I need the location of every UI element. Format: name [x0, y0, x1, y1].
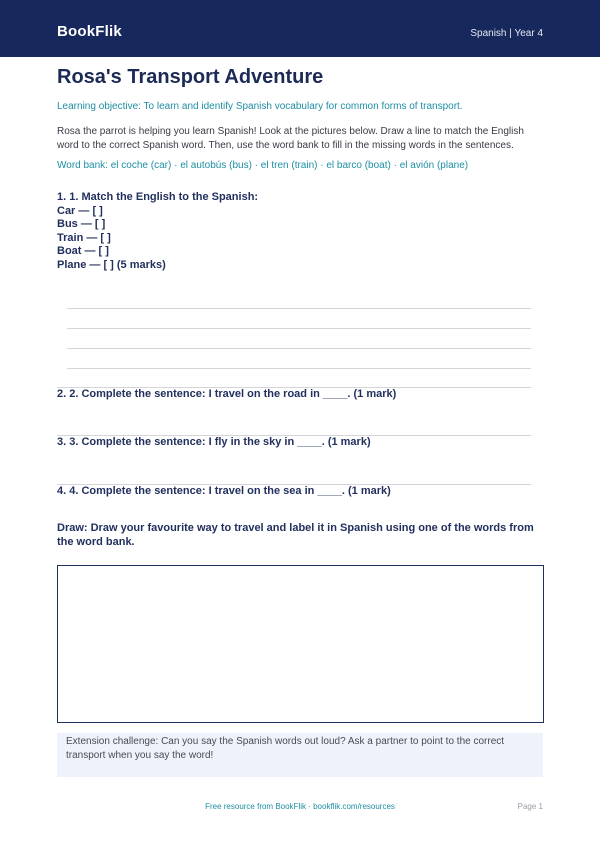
match-item-car: Car — [ ] [57, 204, 103, 217]
question-1 [57, 191, 258, 273]
answer-line[interactable] [67, 348, 531, 349]
match-item-bus: Bus — [ ] [57, 218, 106, 231]
match-item-boat: Boat — [ ] [57, 245, 109, 258]
extension-challenge: Extension challenge: Can you say the Spanish words out loud? Ask a partner to point to the correct transport when you say the word! [57, 733, 543, 777]
match-item-train: Train — [ ] [57, 231, 111, 244]
answer-line[interactable] [67, 328, 531, 329]
answer-line[interactable] [67, 368, 531, 369]
answer-line[interactable] [67, 308, 531, 309]
subject-year-label: Spanish | Year 4 [470, 28, 543, 39]
worksheet-title: Rosa's Transport Adventure [57, 66, 324, 88]
learning-objective: Learning objective: To learn and identify Spanish vocabulary for common forms of transport. [57, 101, 463, 112]
page-number: Page 1 [517, 802, 543, 811]
question-2: 2. 2. Complete the sentence: I travel on the road in ____. (1 mark) [57, 388, 397, 400]
question-1-prompt: 1. 1. Match the English to the Spanish: [57, 191, 259, 203]
drawing-box[interactable] [57, 565, 544, 723]
intro-text: Rosa the parrot is helping you learn Spanish! Look at the pictures below. Draw a line to match the English word to the correct Spanish word. Then, use the word bank to fill in the missing words in the sentences. [57, 126, 524, 151]
page-header [0, 0, 600, 57]
brand-logo: BookFlik [57, 23, 122, 40]
word-bank: Word bank: el coche (car) · el autobús (bus) · el tren (train) · el barco (boat) · el avión (plane) [57, 160, 469, 171]
question-3: 3. 3. Complete the sentence: I fly in the sky in ____. (1 mark) [57, 436, 371, 448]
match-item-plane: Plane — [ ] (5 marks) [57, 258, 166, 271]
draw-prompt: Draw: Draw your favourite way to travel and label it in Spanish using one of the words from the word bank. [57, 522, 534, 548]
question-4: 4. 4. Complete the sentence: I travel on the sea in ____. (1 mark) [57, 485, 391, 497]
footer-source: Free resource from BookFlik · bookflik.com/resources [205, 802, 395, 811]
